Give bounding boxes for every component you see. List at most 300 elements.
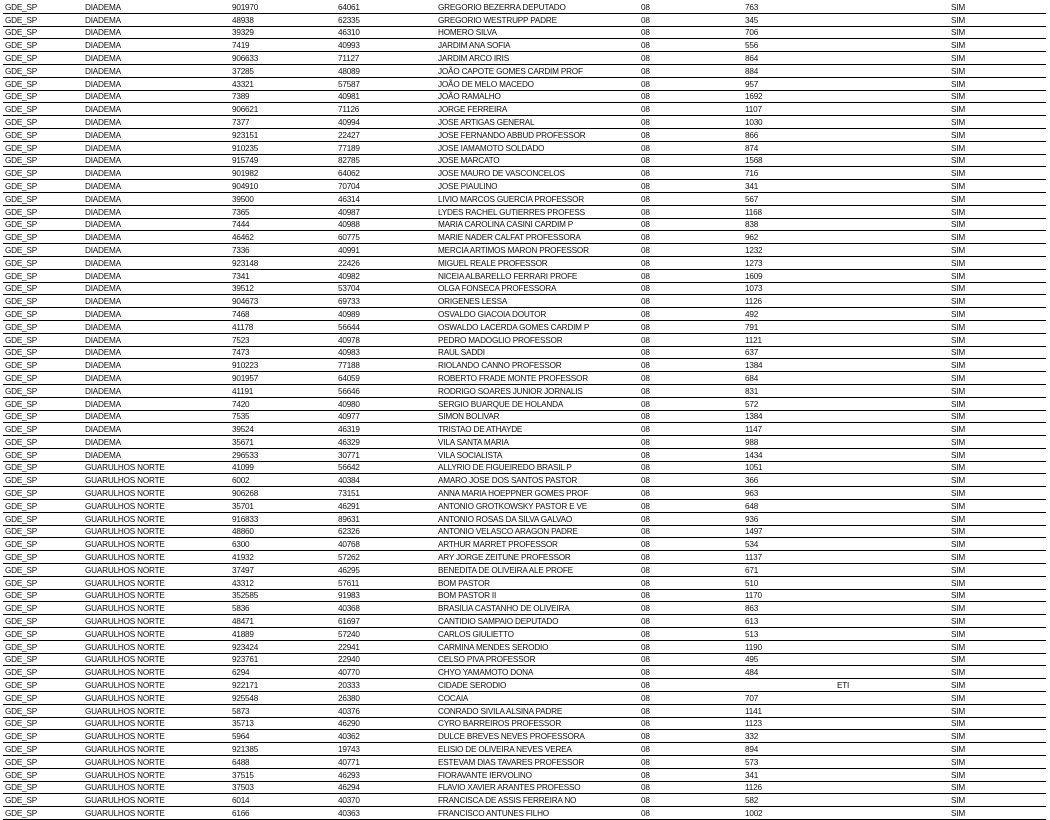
- directorate-cell: GDE_SP: [3, 551, 83, 564]
- eti-cell: [835, 346, 949, 359]
- municipality-cell: DIADEMA: [83, 39, 230, 52]
- municipality-cell: DIADEMA: [83, 333, 230, 346]
- count-cell: 1126: [743, 295, 835, 308]
- table-body: [3, 1, 1046, 820]
- table-row: [3, 167, 1046, 180]
- cie-code-cell: 39524: [230, 423, 336, 436]
- cie-code-cell: 6300: [230, 538, 336, 551]
- eti-cell: [835, 192, 949, 205]
- status-cell: SIM: [949, 500, 1046, 513]
- municipality-cell: GUARULHOS NORTE: [83, 525, 230, 538]
- grade-code-cell: 08: [639, 397, 743, 410]
- table-row: [3, 39, 1046, 52]
- status-cell: SIM: [949, 154, 1046, 167]
- table-row: [3, 308, 1046, 321]
- grade-code-cell: 08: [639, 794, 743, 807]
- eti-cell: [835, 551, 949, 564]
- municipality-cell: DIADEMA: [83, 372, 230, 385]
- school-name-cell: JORGE FERREIRA: [436, 103, 639, 116]
- directorate-cell: GDE_SP: [3, 384, 83, 397]
- cie-code-cell: 923761: [230, 653, 336, 666]
- municipality-cell: DIADEMA: [83, 141, 230, 154]
- table-row: [3, 397, 1046, 410]
- directorate-cell: GDE_SP: [3, 743, 83, 756]
- table-row: [3, 730, 1046, 743]
- eti-cell: [835, 512, 949, 525]
- status-cell: SIM: [949, 666, 1046, 679]
- eti-cell: [835, 474, 949, 487]
- grade-code-cell: 08: [639, 743, 743, 756]
- grade-code-cell: 08: [639, 730, 743, 743]
- municipality-cell: GUARULHOS NORTE: [83, 576, 230, 589]
- directorate-cell: GDE_SP: [3, 538, 83, 551]
- directorate-cell: GDE_SP: [3, 717, 83, 730]
- cie-code-cell: 37503: [230, 781, 336, 794]
- count-cell: 637: [743, 346, 835, 359]
- status-cell: SIM: [949, 781, 1046, 794]
- municipality-cell: DIADEMA: [83, 128, 230, 141]
- cie-code-cell: 904910: [230, 180, 336, 193]
- unit-code-cell: 40993: [336, 39, 436, 52]
- grade-code-cell: 08: [639, 781, 743, 794]
- school-name-cell: OSVALDO GIACOIA DOUTOR: [436, 308, 639, 321]
- directorate-cell: GDE_SP: [3, 487, 83, 500]
- cie-code-cell: 39512: [230, 282, 336, 295]
- unit-code-cell: 40770: [336, 666, 436, 679]
- table-row: [3, 77, 1046, 90]
- eti-cell: [835, 128, 949, 141]
- count-cell: 366: [743, 474, 835, 487]
- status-cell: SIM: [949, 218, 1046, 231]
- eti-cell: [835, 564, 949, 577]
- status-cell: SIM: [949, 551, 1046, 564]
- eti-cell: [835, 525, 949, 538]
- table-row: [3, 128, 1046, 141]
- table-row: [3, 154, 1046, 167]
- municipality-cell: GUARULHOS NORTE: [83, 704, 230, 717]
- school-name-cell: ESTEVAM DIAS TAVARES PROFESSOR: [436, 756, 639, 769]
- eti-cell: [835, 768, 949, 781]
- municipality-cell: DIADEMA: [83, 231, 230, 244]
- municipality-cell: GUARULHOS NORTE: [83, 602, 230, 615]
- directorate-cell: GDE_SP: [3, 90, 83, 103]
- directorate-cell: GDE_SP: [3, 64, 83, 77]
- directorate-cell: GDE_SP: [3, 333, 83, 346]
- unit-code-cell: 22940: [336, 653, 436, 666]
- count-cell: 1141: [743, 704, 835, 717]
- directorate-cell: GDE_SP: [3, 653, 83, 666]
- unit-code-cell: 40370: [336, 794, 436, 807]
- table-row: [3, 564, 1046, 577]
- cie-code-cell: 5873: [230, 704, 336, 717]
- table-row: [3, 551, 1046, 564]
- count-cell: 510: [743, 576, 835, 589]
- grade-code-cell: 08: [639, 500, 743, 513]
- unit-code-cell: 56646: [336, 384, 436, 397]
- status-cell: SIM: [949, 308, 1046, 321]
- grade-code-cell: 08: [639, 448, 743, 461]
- eti-cell: [835, 359, 949, 372]
- directorate-cell: GDE_SP: [3, 679, 83, 692]
- table-row: [3, 756, 1046, 769]
- eti-cell: [835, 794, 949, 807]
- municipality-cell: DIADEMA: [83, 13, 230, 26]
- unit-code-cell: 62326: [336, 525, 436, 538]
- table-row: [3, 474, 1046, 487]
- unit-code-cell: 56642: [336, 461, 436, 474]
- grade-code-cell: 08: [639, 768, 743, 781]
- count-cell: 1123: [743, 717, 835, 730]
- count-cell: 864: [743, 52, 835, 65]
- municipality-cell: GUARULHOS NORTE: [83, 615, 230, 628]
- eti-cell: [835, 167, 949, 180]
- directorate-cell: GDE_SP: [3, 205, 83, 218]
- status-cell: SIM: [949, 90, 1046, 103]
- directorate-cell: GDE_SP: [3, 589, 83, 602]
- municipality-cell: GUARULHOS NORTE: [83, 756, 230, 769]
- table-row: [3, 295, 1046, 308]
- school-name-cell: ANTONIO GROTKOWSKY PASTOR E VE: [436, 500, 639, 513]
- count-cell: 582: [743, 794, 835, 807]
- cie-code-cell: 923151: [230, 128, 336, 141]
- school-name-cell: PEDRO MADOGLIO PROFESSOR: [436, 333, 639, 346]
- municipality-cell: DIADEMA: [83, 320, 230, 333]
- school-name-cell: JOSE IAMAMOTO SOLDADO: [436, 141, 639, 154]
- school-name-cell: TRISTAO DE ATHAYDE: [436, 423, 639, 436]
- status-cell: SIM: [949, 692, 1046, 705]
- directorate-cell: GDE_SP: [3, 192, 83, 205]
- grade-code-cell: 08: [639, 128, 743, 141]
- count-cell: 495: [743, 653, 835, 666]
- municipality-cell: DIADEMA: [83, 205, 230, 218]
- status-cell: SIM: [949, 13, 1046, 26]
- school-name-cell: MIGUEL REALE PROFESSOR: [436, 256, 639, 269]
- unit-code-cell: 40980: [336, 397, 436, 410]
- school-name-cell: JOÃO CAPOTE GOMES CARDIM PROF: [436, 64, 639, 77]
- count-cell: 1051: [743, 461, 835, 474]
- count-cell: 707: [743, 692, 835, 705]
- unit-code-cell: 22427: [336, 128, 436, 141]
- unit-code-cell: 57587: [336, 77, 436, 90]
- cie-code-cell: 6488: [230, 756, 336, 769]
- directorate-cell: GDE_SP: [3, 359, 83, 372]
- directorate-cell: GDE_SP: [3, 628, 83, 641]
- status-cell: SIM: [949, 256, 1046, 269]
- eti-cell: [835, 397, 949, 410]
- count-cell: [743, 679, 835, 692]
- grade-code-cell: 08: [639, 640, 743, 653]
- status-cell: SIM: [949, 128, 1046, 141]
- directorate-cell: GDE_SP: [3, 346, 83, 359]
- cie-code-cell: 906621: [230, 103, 336, 116]
- count-cell: 791: [743, 320, 835, 333]
- cie-code-cell: 35701: [230, 500, 336, 513]
- eti-cell: [835, 461, 949, 474]
- count-cell: 838: [743, 218, 835, 231]
- count-cell: 1232: [743, 244, 835, 257]
- eti-cell: [835, 538, 949, 551]
- status-cell: SIM: [949, 1, 1046, 13]
- directorate-cell: GDE_SP: [3, 167, 83, 180]
- table-row: [3, 231, 1046, 244]
- eti-cell: [835, 1, 949, 13]
- municipality-cell: GUARULHOS NORTE: [83, 487, 230, 500]
- status-cell: SIM: [949, 26, 1046, 39]
- cie-code-cell: 39500: [230, 192, 336, 205]
- eti-cell: [835, 64, 949, 77]
- cie-code-cell: 41932: [230, 551, 336, 564]
- school-name-cell: DULCE BREVES NEVES PROFESSORA: [436, 730, 639, 743]
- school-name-cell: CANTIDIO SAMPAIO DEPUTADO: [436, 615, 639, 628]
- cie-code-cell: 922171: [230, 679, 336, 692]
- grade-code-cell: 08: [639, 602, 743, 615]
- status-cell: SIM: [949, 116, 1046, 129]
- unit-code-cell: 40987: [336, 205, 436, 218]
- table-row: [3, 538, 1046, 551]
- municipality-cell: GUARULHOS NORTE: [83, 628, 230, 641]
- status-cell: SIM: [949, 52, 1046, 65]
- table-row: [3, 372, 1046, 385]
- eti-cell: [835, 39, 949, 52]
- grade-code-cell: 08: [639, 218, 743, 231]
- grade-code-cell: 08: [639, 653, 743, 666]
- count-cell: 567: [743, 192, 835, 205]
- school-name-cell: MERCIA ARTIMOS MARON PROFESSOR: [436, 244, 639, 257]
- status-cell: SIM: [949, 602, 1046, 615]
- status-cell: SIM: [949, 564, 1046, 577]
- municipality-cell: GUARULHOS NORTE: [83, 743, 230, 756]
- table-row: [3, 256, 1046, 269]
- directorate-cell: GDE_SP: [3, 410, 83, 423]
- spreadsheet-page: [3, 1, 1046, 820]
- count-cell: 492: [743, 308, 835, 321]
- directorate-cell: GDE_SP: [3, 781, 83, 794]
- grade-code-cell: 08: [639, 666, 743, 679]
- unit-code-cell: 40994: [336, 116, 436, 129]
- table-row: [3, 525, 1046, 538]
- school-name-cell: ANNA MARIA HOEPPNER GOMES PROF: [436, 487, 639, 500]
- cie-code-cell: 7365: [230, 205, 336, 218]
- count-cell: 863: [743, 602, 835, 615]
- status-cell: SIM: [949, 679, 1046, 692]
- municipality-cell: GUARULHOS NORTE: [83, 794, 230, 807]
- grade-code-cell: 08: [639, 589, 743, 602]
- municipality-cell: GUARULHOS NORTE: [83, 768, 230, 781]
- table-row: [3, 717, 1046, 730]
- school-name-cell: CARMINA MENDES SERODIO: [436, 640, 639, 653]
- unit-code-cell: 64059: [336, 372, 436, 385]
- count-cell: 613: [743, 615, 835, 628]
- directorate-cell: GDE_SP: [3, 615, 83, 628]
- directorate-cell: GDE_SP: [3, 13, 83, 26]
- eti-cell: [835, 308, 949, 321]
- cie-code-cell: 5836: [230, 602, 336, 615]
- eti-cell: [835, 90, 949, 103]
- unit-code-cell: 46314: [336, 192, 436, 205]
- eti-cell: [835, 13, 949, 26]
- school-name-cell: RAUL SADDI: [436, 346, 639, 359]
- status-cell: SIM: [949, 39, 1046, 52]
- cie-code-cell: 901982: [230, 167, 336, 180]
- school-name-cell: JARDIM ANA SOFIA: [436, 39, 639, 52]
- school-name-cell: RODRIGO SOARES JUNIOR JORNALIS: [436, 384, 639, 397]
- eti-cell: [835, 333, 949, 346]
- grade-code-cell: 08: [639, 474, 743, 487]
- municipality-cell: DIADEMA: [83, 90, 230, 103]
- directorate-cell: GDE_SP: [3, 576, 83, 589]
- grade-code-cell: 08: [639, 295, 743, 308]
- count-cell: 884: [743, 64, 835, 77]
- table-row: [3, 116, 1046, 129]
- table-row: [3, 576, 1046, 589]
- cie-code-cell: 5964: [230, 730, 336, 743]
- status-cell: SIM: [949, 461, 1046, 474]
- grade-code-cell: 08: [639, 436, 743, 449]
- unit-code-cell: 40989: [336, 308, 436, 321]
- school-name-cell: GREGORIO BEZERRA DEPUTADO: [436, 1, 639, 13]
- directorate-cell: GDE_SP: [3, 564, 83, 577]
- eti-cell: [835, 244, 949, 257]
- eti-cell: [835, 218, 949, 231]
- school-name-cell: ROBERTO FRADE MONTE PROFESSOR: [436, 372, 639, 385]
- grade-code-cell: 08: [639, 538, 743, 551]
- directorate-cell: GDE_SP: [3, 218, 83, 231]
- table-row: [3, 346, 1046, 359]
- count-cell: 988: [743, 436, 835, 449]
- count-cell: 332: [743, 730, 835, 743]
- directorate-cell: GDE_SP: [3, 308, 83, 321]
- table-row: [3, 320, 1046, 333]
- status-cell: SIM: [949, 448, 1046, 461]
- count-cell: 345: [743, 13, 835, 26]
- table-row: [3, 743, 1046, 756]
- municipality-cell: GUARULHOS NORTE: [83, 807, 230, 820]
- school-name-cell: SERGIO BUARQUE DE HOLANDA: [436, 397, 639, 410]
- cie-code-cell: 7523: [230, 333, 336, 346]
- table-row: [3, 180, 1046, 193]
- unit-code-cell: 71127: [336, 52, 436, 65]
- directorate-cell: GDE_SP: [3, 730, 83, 743]
- cie-code-cell: 37497: [230, 564, 336, 577]
- count-cell: 763: [743, 1, 835, 13]
- status-cell: SIM: [949, 295, 1046, 308]
- eti-cell: [835, 180, 949, 193]
- table-row: [3, 448, 1046, 461]
- table-row: [3, 679, 1046, 692]
- school-name-cell: AMARO JOSE DOS SANTOS PASTOR: [436, 474, 639, 487]
- grade-code-cell: 08: [639, 615, 743, 628]
- cie-code-cell: 925548: [230, 692, 336, 705]
- status-cell: SIM: [949, 346, 1046, 359]
- table-row: [3, 1, 1046, 13]
- municipality-cell: DIADEMA: [83, 410, 230, 423]
- eti-cell: [835, 448, 949, 461]
- table-row: [3, 26, 1046, 39]
- status-cell: SIM: [949, 628, 1046, 641]
- count-cell: 1568: [743, 154, 835, 167]
- municipality-cell: GUARULHOS NORTE: [83, 640, 230, 653]
- municipality-cell: DIADEMA: [83, 192, 230, 205]
- table-row: [3, 282, 1046, 295]
- municipality-cell: GUARULHOS NORTE: [83, 781, 230, 794]
- school-name-cell: FRANCISCA DE ASSIS FERREIRA NO: [436, 794, 639, 807]
- count-cell: 556: [743, 39, 835, 52]
- directorate-cell: GDE_SP: [3, 461, 83, 474]
- directorate-cell: GDE_SP: [3, 295, 83, 308]
- eti-cell: [835, 436, 949, 449]
- directorate-cell: GDE_SP: [3, 154, 83, 167]
- unit-code-cell: 40977: [336, 410, 436, 423]
- cie-code-cell: 904673: [230, 295, 336, 308]
- unit-code-cell: 82785: [336, 154, 436, 167]
- status-cell: SIM: [949, 410, 1046, 423]
- eti-cell: ETI: [835, 679, 949, 692]
- cie-code-cell: 7389: [230, 90, 336, 103]
- unit-code-cell: 40368: [336, 602, 436, 615]
- school-name-cell: CARLOS GIULIETTO: [436, 628, 639, 641]
- school-name-cell: JOÃO RAMALHO: [436, 90, 639, 103]
- cie-code-cell: 910235: [230, 141, 336, 154]
- cie-code-cell: 41099: [230, 461, 336, 474]
- table-row: [3, 640, 1046, 653]
- directorate-cell: GDE_SP: [3, 397, 83, 410]
- table-row: [3, 704, 1046, 717]
- directorate-cell: GDE_SP: [3, 512, 83, 525]
- table-row: [3, 13, 1046, 26]
- eti-cell: [835, 141, 949, 154]
- status-cell: SIM: [949, 384, 1046, 397]
- cie-code-cell: 7535: [230, 410, 336, 423]
- table-row: [3, 141, 1046, 154]
- status-cell: SIM: [949, 244, 1046, 257]
- eti-cell: [835, 756, 949, 769]
- count-cell: 936: [743, 512, 835, 525]
- eti-cell: [835, 231, 949, 244]
- status-cell: SIM: [949, 640, 1046, 653]
- school-name-cell: LIVIO MARCOS GUERCIA PROFESSOR: [436, 192, 639, 205]
- directorate-cell: GDE_SP: [3, 794, 83, 807]
- count-cell: 1126: [743, 781, 835, 794]
- count-cell: 573: [743, 756, 835, 769]
- municipality-cell: GUARULHOS NORTE: [83, 538, 230, 551]
- eti-cell: [835, 154, 949, 167]
- school-name-cell: CONRADO SIVILA ALSINA PADRE: [436, 704, 639, 717]
- directorate-cell: GDE_SP: [3, 77, 83, 90]
- eti-cell: [835, 103, 949, 116]
- eti-cell: [835, 730, 949, 743]
- school-name-cell: VILA SOCIALISTA: [436, 448, 639, 461]
- school-name-cell: GREGORIO WESTRUPP PADRE: [436, 13, 639, 26]
- status-cell: SIM: [949, 269, 1046, 282]
- grade-code-cell: 08: [639, 679, 743, 692]
- count-cell: 1170: [743, 589, 835, 602]
- unit-code-cell: 40988: [336, 218, 436, 231]
- school-name-cell: ELISIO DE OLIVEIRA NEVES VEREA: [436, 743, 639, 756]
- status-cell: SIM: [949, 615, 1046, 628]
- table-row: [3, 602, 1046, 615]
- unit-code-cell: 40983: [336, 346, 436, 359]
- school-name-cell: JOSE MARCATO: [436, 154, 639, 167]
- directorate-cell: GDE_SP: [3, 666, 83, 679]
- eti-cell: [835, 320, 949, 333]
- unit-code-cell: 40978: [336, 333, 436, 346]
- unit-code-cell: 40771: [336, 756, 436, 769]
- municipality-cell: GUARULHOS NORTE: [83, 679, 230, 692]
- unit-code-cell: 46291: [336, 500, 436, 513]
- status-cell: SIM: [949, 436, 1046, 449]
- cie-code-cell: 910223: [230, 359, 336, 372]
- eti-cell: [835, 52, 949, 65]
